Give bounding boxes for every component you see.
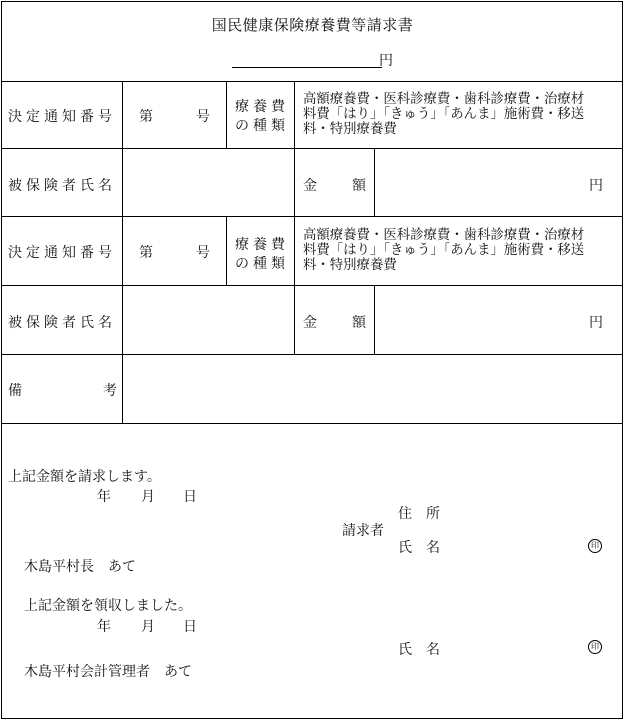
rule-b1-type-col [294,81,295,216]
request-address-label: 住 所 [398,506,440,522]
rule-block1-mid [1,148,623,149]
b1-type-line: 料費「はり」「きゅう」「あんま」施術費・移送 [303,107,585,122]
b2-insured-name-label: 被保険者氏名 [8,315,116,331]
receipt-addressee: 木島平村会計管理者 あて [24,664,192,680]
b2-amount-label-b: 額 [352,315,366,331]
b1-type-label-line2: の種類 [235,118,289,134]
total-amount-unit: 円 [379,53,393,69]
rule-b1-amount-col [374,148,375,216]
b2-type-line: 高額療養費・医科診療費・歯科診療費・治療材 [303,228,585,243]
b2-number-suffix: 号 [196,245,210,261]
rule-remarks-bottom [1,423,623,424]
rule-header-bottom [1,81,623,82]
request-seal-icon: 印 [588,539,602,553]
b1-number-prefix: 第 [139,109,153,125]
request-addressee: 木島平村長 あて [24,559,136,575]
remarks-label-a: 備 [8,383,22,399]
b1-notice-number-label: 決定通知番号 [8,109,116,125]
b1-number-suffix: 号 [196,109,210,125]
rule-label-column [122,81,123,423]
b1-amount-label-b: 額 [352,178,366,194]
request-statement: 上記金額を請求します。 [8,469,161,485]
b1-type-line: 高額療養費・医科診療費・歯科診療費・治療材 [303,92,585,107]
b2-type-list[interactable] [303,228,621,273]
b2-type-label-line2: の種類 [235,256,289,272]
rule-b1-number-col [226,81,227,148]
rule-block2-bottom [1,354,623,355]
total-amount-field[interactable] [232,53,382,68]
request-year-label: 年 [97,489,111,505]
request-day-label: 日 [183,489,197,505]
request-requester-label: 請求者 [342,523,384,539]
b2-amount-label-a: 金 [303,315,317,331]
rule-b2-type-col [294,216,295,354]
receipt-seal-icon: 印 [588,640,602,654]
remarks-label-b: 考 [103,383,117,399]
receipt-month-label: 月 [141,619,155,635]
receipt-statement: 上記金額を領収しました。 [24,598,192,614]
rule-block1-bottom [1,216,623,217]
b1-amount-label-a: 金 [303,178,317,194]
b1-type-label-line1: 療養費 [235,99,289,115]
b2-type-line: 料費「はり」「きゅう」「あんま」施術費・移送 [303,243,585,258]
receipt-year-label: 年 [97,619,111,635]
form-title: 国民健康保険療養費等請求書 [211,16,414,34]
receipt-day-label: 日 [183,619,197,635]
b1-insured-name-label: 被保険者氏名 [8,178,116,194]
rule-b2-amount-col [374,285,375,354]
b2-number-prefix: 第 [139,245,153,261]
b1-type-line: 料・特別療養費 [303,122,397,137]
b1-amount-unit: 円 [589,178,603,194]
b2-type-label-line1: 療養費 [235,237,289,253]
b2-notice-number-label: 決定通知番号 [8,245,116,261]
rule-block2-mid [1,285,623,286]
b1-type-list[interactable] [303,92,621,137]
rule-b2-number-col [226,216,227,285]
b2-amount-unit: 円 [589,315,603,331]
request-name-label: 氏 名 [398,540,440,556]
receipt-name-label: 氏 名 [398,642,440,658]
b2-type-line: 料・特別療養費 [303,258,397,273]
request-month-label: 月 [141,489,155,505]
